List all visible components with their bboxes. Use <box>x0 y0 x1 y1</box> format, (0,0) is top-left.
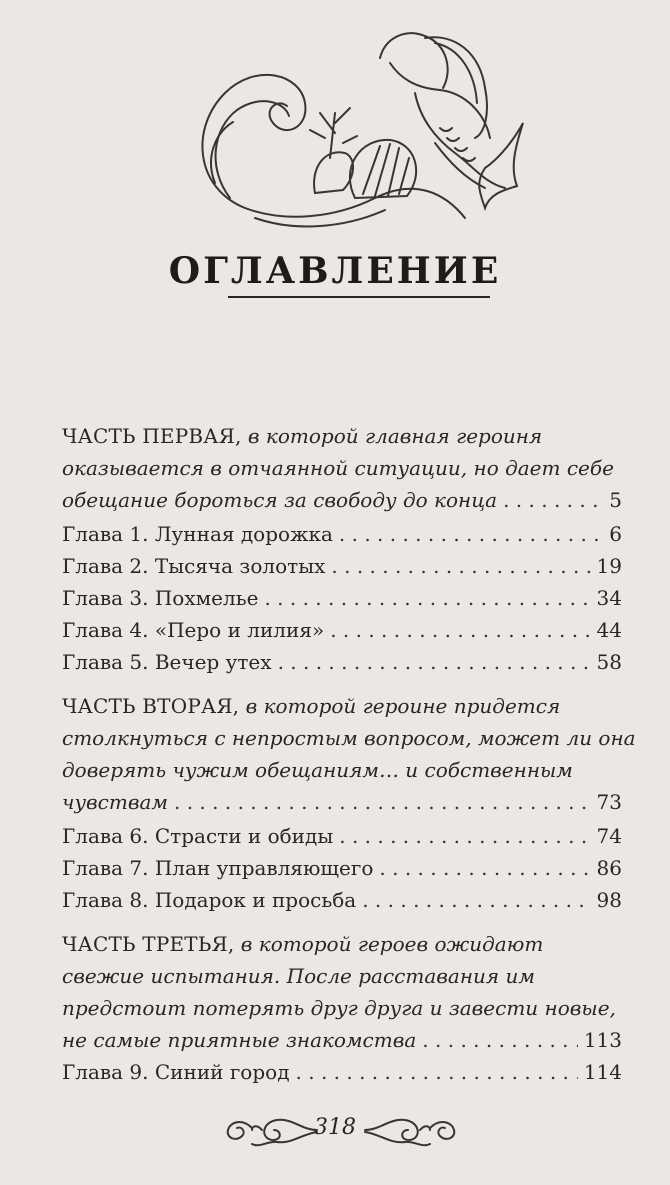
part-1-page: 5 <box>609 488 622 512</box>
part-1-line-2: оказывается в отчаянной ситуации, но дает себе <box>62 456 614 480</box>
chapter-5[interactable]: Глава 5. Вечер утех . . . 58 <box>62 646 622 678</box>
part-3-page: 113 <box>583 1028 622 1052</box>
part-2-line-4: чувствам . . . 73 <box>62 786 622 818</box>
chapter-7[interactable]: Глава 7. План управляющего . . . 86 <box>62 852 622 884</box>
chapter-9[interactable]: Глава 9. Синий город . . . 114 <box>62 1056 622 1088</box>
scroll-flourish-right-icon <box>360 1108 460 1152</box>
part-1-line-3: обещание бороться за свободу до конца . . . 5 <box>62 484 622 516</box>
part-2-page: 73 <box>596 790 622 814</box>
part-3-line-4: не самые приятные знакомства . . . 113 <box>62 1024 622 1056</box>
part-3-line-2: свежие испытания. После расставания им <box>62 964 535 988</box>
chapter-6[interactable]: Глава 6. Страсти и обиды . . . 74 <box>62 820 622 852</box>
chapter-8[interactable]: Глава 8. Подарок и просьба . . . 98 <box>62 884 622 916</box>
part-2-line-1: ЧАСТЬ ВТОРАЯ, в которой героине придется <box>62 694 561 718</box>
part-2-line-3: доверять чужим обещаниям… и собственным <box>62 758 573 782</box>
chapter-2[interactable]: Глава 2. Тысяча золотых . . . 19 <box>62 550 622 582</box>
part-1-line-1: ЧАСТЬ ПЕРВАЯ, в которой главная героиня <box>62 424 543 448</box>
part-2-line-2: столкнуться с непростым вопросом, может ли она <box>62 726 636 750</box>
chapter-4[interactable]: Глава 4. «Перо и лилия» . . . 44 <box>62 614 622 646</box>
part-3-line-1: ЧАСТЬ ТРЕТЬЯ, в которой героев ожидают <box>62 932 544 956</box>
page-number: 318 <box>314 1115 356 1140</box>
chapter-3[interactable]: Глава 3. Похмелье . . . 34 <box>62 582 622 614</box>
title-underline <box>228 296 490 298</box>
part-3-line-3: предстоит потерять друг друга и завести новые, <box>62 996 616 1020</box>
page-title: ОГЛАВЛЕНИЕ <box>168 250 502 292</box>
mermaid-wave-illustration <box>185 18 530 236</box>
chapter-1[interactable]: Глава 1. Лунная дорожка . . . 6 <box>62 518 622 550</box>
